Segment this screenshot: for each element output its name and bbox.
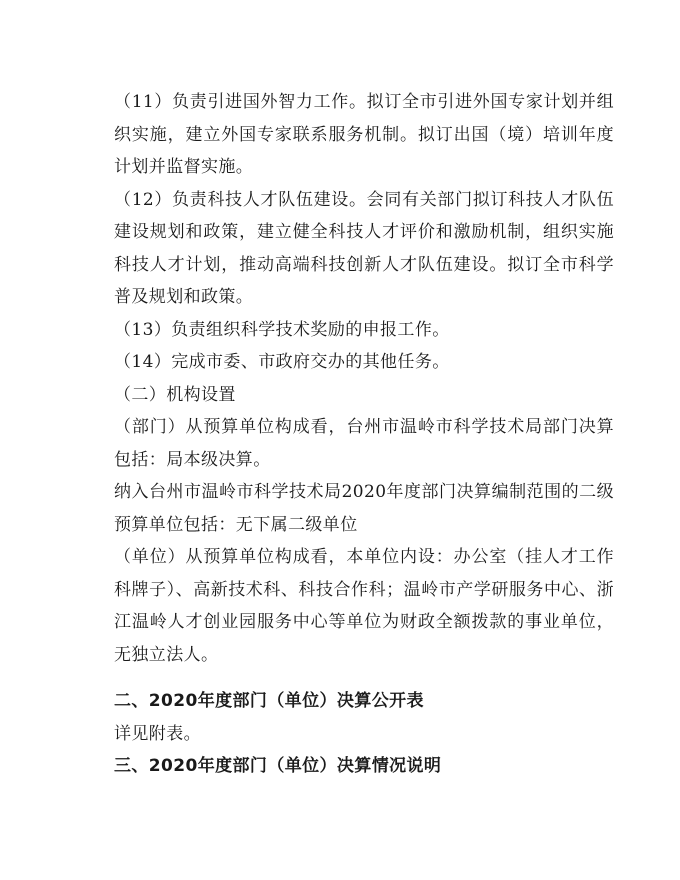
paragraph-item-12: （12）负责科技人才队伍建设。会同有关部门拟订科技人才队伍建设规划和政策，建立健全科技人才评价和激励机制，组织实施科技人才计划，推动高端科技创新人才队伍建设。拟订全市科学普及规划和政策。 (114, 189, 614, 307)
paragraph-secondary-units: 纳入台州市温岭市科学技术局2020年度部门决算编制范围的二级预算单位包括：无下属二级单位 (114, 482, 614, 535)
paragraph-item-11: （11）负责引进国外智力工作。拟订全市引进外国专家计划并组织实施，建立外国专家联系服务机制。拟订出国（境）培训年度计划并监督实施。 (114, 92, 614, 177)
document-page (114, 86, 614, 783)
paragraph-item-13: （13）负责组织科学技术奖励的申报工作。 (114, 319, 450, 340)
section-heading-2: 二、2020年度部门（单位）决算公开表 (114, 691, 424, 711)
section-gap (114, 671, 614, 685)
paragraph-department: （部门）从预算单位构成看，台州市温岭市科学技术局部门决算包括：局本级决算。 (114, 417, 614, 470)
paragraph-item-14: （14）完成市委、市政府交办的其他任务。 (114, 352, 450, 372)
section-heading-3: 三、2020年度部门（单位）决算情况说明 (114, 756, 442, 776)
section-2-body: 详见附表。 (114, 723, 201, 744)
section-org-heading: （二）机构设置 (114, 384, 236, 405)
paragraph-unit: （单位）从预算单位构成看，本单位内设：办公室（挂人才工作科牌子）、高新技术科、科技合作科；温岭市产学研服务中心、浙江温岭人才创业园服务中心等单位为财政全额拨款的事业单位，无独立法人。 (114, 547, 614, 665)
